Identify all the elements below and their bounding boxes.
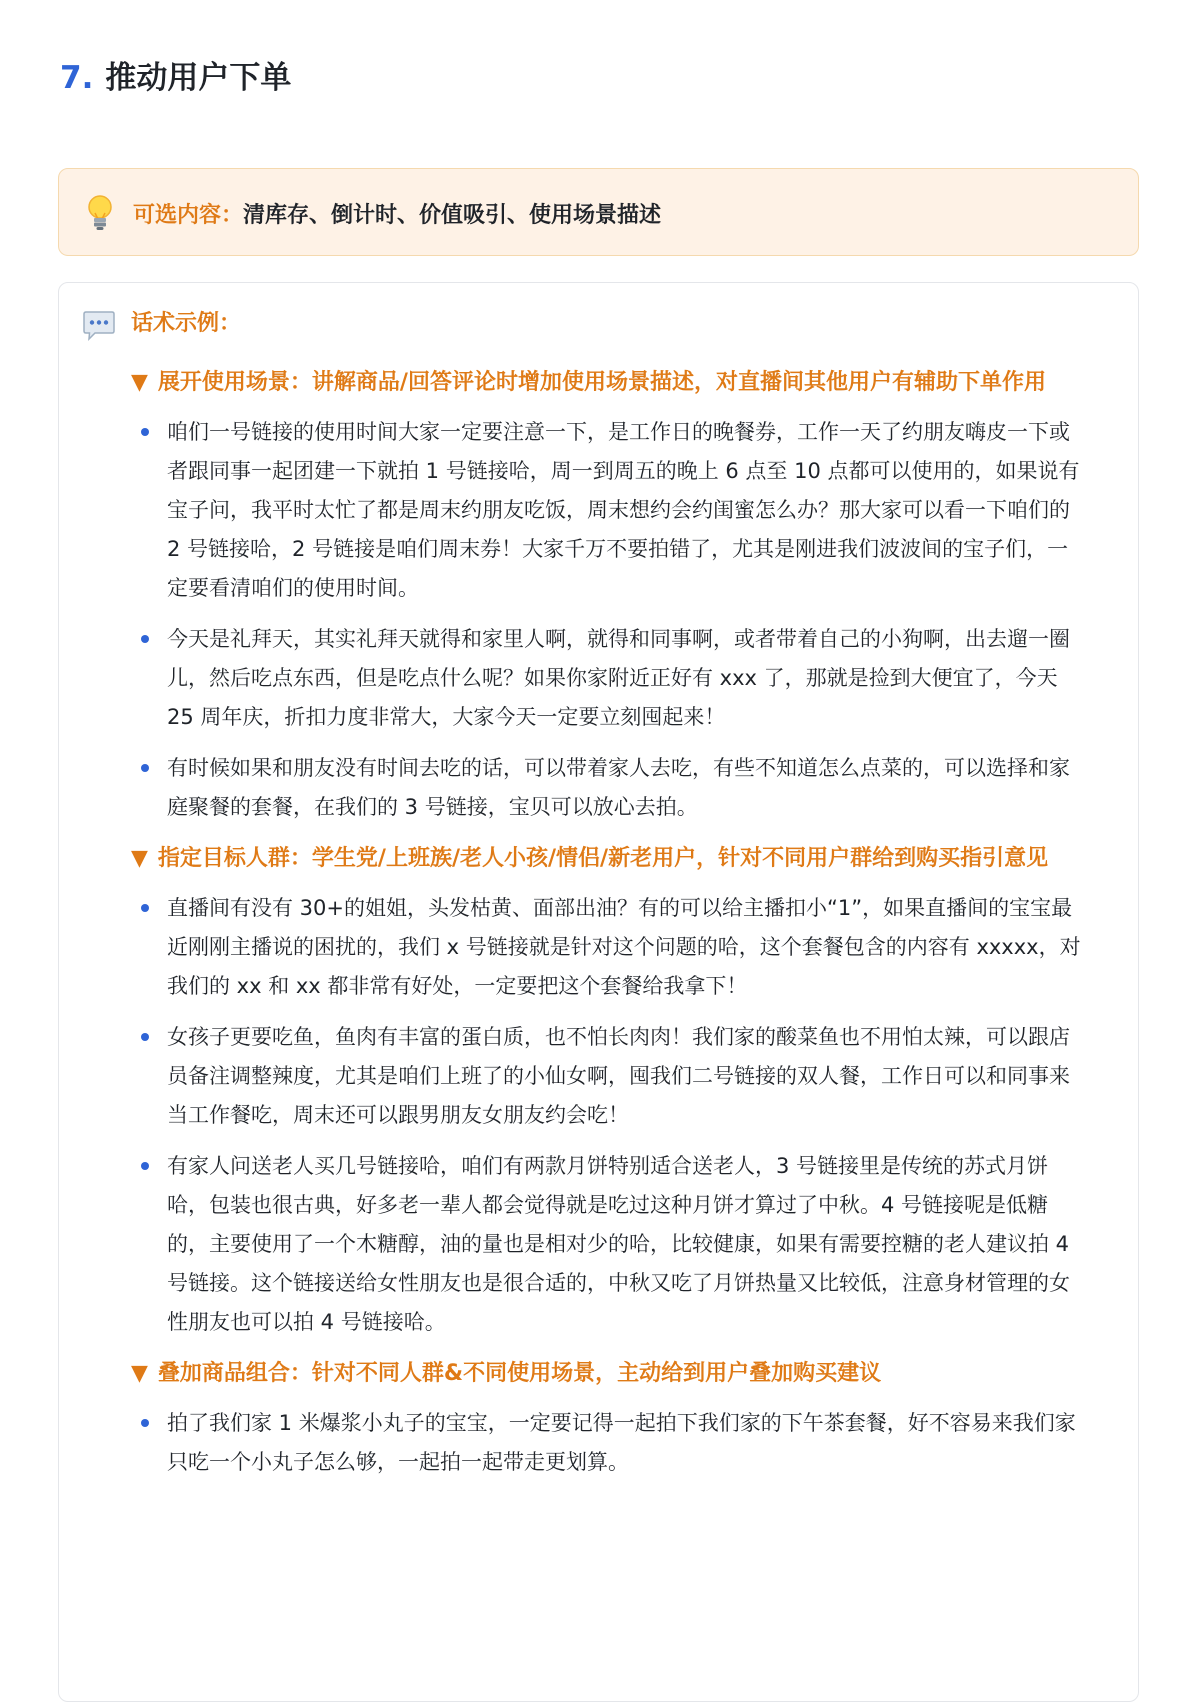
list-item <box>131 620 1081 737</box>
callout-text <box>133 169 661 257</box>
list-item <box>131 1018 1081 1135</box>
callout-label: 可选内容： <box>133 202 244 228</box>
list-item-text: 咱们一号链接的使用时间大家一定要注意一下，是工作日的晚餐券，工作一天了约朋友嗨皮一下或者跟同事一起团建一下就拍 1 号链接哈，周一到周五的晚上 6 点至 10 点都可以使用的，如果说有宝子问，我平时太忙了都是周末约朋友吃饭，周末想约会约闺蜜怎么办？那大家可以看一下咱们的 2 号链接哈，2 号链接是咱们周末券！大家千万不要拍错了，尤其是刚进我们波波间的宝子们，一定要看清咱们的使用时间。 <box>167 420 1080 600</box>
list-item <box>131 413 1081 608</box>
bullet-list <box>131 889 1081 1342</box>
heading-title: 推动用户下单 <box>105 60 292 96</box>
section-title <box>131 363 1081 403</box>
list-item <box>131 749 1081 827</box>
card-title: 话术示例： <box>131 311 242 336</box>
section-title <box>131 1354 1081 1394</box>
section-title <box>131 839 1081 879</box>
heading-number: 7. <box>60 60 94 96</box>
speech-bubble-icon <box>81 310 117 342</box>
callout-body: 清库存、倒计时、价值吸引、使用场景描述 <box>243 202 662 228</box>
bullet-dot-icon <box>141 904 149 912</box>
list-item-text: 有家人问送老人买几号链接哈，咱们有两款月饼特别适合送老人，3 号链接里是传统的苏式月饼哈，包装也很古典，好多老一辈人都会觉得就是吃过这种月饼才算过了中秋。4 号链接呢是低糖的，主要使用了一个木糖醇，油的量也是相对少的哈，比较健康，如果有需要控糖的老人建议拍 4 号链接。这个链接送给女性朋友也是很合适的，中秋又吃了月饼热量又比较低，注意身材管理的女性朋友也可以拍 4 号链接哈。 <box>167 1154 1070 1334</box>
sections-list <box>131 363 1081 1494</box>
collapse-triangle-icon[interactable]: ▼ <box>131 1361 148 1386</box>
list-item-text: 直播间有没有 30+的姐姐，头发枯黄、面部出油？有的可以给主播扣小“1”，如果直播间的宝宝最近刚刚主播说的困扰的，我们 x 号链接就是针对这个问题的哈，这个套餐包含的内容有 xxxxx，对我们的 xx 和 xx 都非常有好处，一定要把这个套餐给我拿下！ <box>167 896 1081 998</box>
section-title-text: 指定目标人群：学生党/上班族/老人小孩/情侣/新老用户，针对不同用户群给到购买指引意见 <box>157 846 1049 871</box>
bullet-dot-icon <box>141 764 149 772</box>
list-item-text: 女孩子更要吃鱼，鱼肉有丰富的蛋白质，也不怕长肉肉！我们家的酸菜鱼也不用怕太辣，可以跟店员备注调整辣度，尤其是咱们上班了的小仙女啊，囤我们二号链接的双人餐，工作日可以和同事来当工作餐吃，周末还可以跟男朋友女朋友约会吃！ <box>167 1025 1070 1127</box>
list-item-text: 有时候如果和朋友没有时间去吃的话，可以带着家人去吃，有些不知道怎么点菜的，可以选择和家庭聚餐的套餐，在我们的 3 号链接，宝贝可以放心去拍。 <box>167 756 1070 819</box>
collapse-triangle-icon[interactable]: ▼ <box>131 370 148 395</box>
list-item <box>131 1404 1081 1482</box>
bullet-dot-icon <box>141 635 149 643</box>
list-item <box>131 1147 1081 1342</box>
lightbulb-icon <box>85 193 115 233</box>
bullet-dot-icon <box>141 1033 149 1041</box>
list-item-text: 今天是礼拜天，其实礼拜天就得和家里人啊，就得和同事啊，或者带着自己的小狗啊，出去遛一圈儿，然后吃点东西，但是吃点什么呢？如果你家附近正好有 xxx 了，那就是捡到大便宜了，今天 25 周年庆，折扣力度非常大，大家今天一定要立刻囤起来！ <box>167 627 1070 729</box>
script-example-card <box>58 282 1139 1702</box>
bullet-list <box>131 413 1081 827</box>
list-item <box>131 889 1081 1006</box>
bullet-dot-icon <box>141 1419 149 1427</box>
bullet-dot-icon <box>141 428 149 436</box>
bullet-list <box>131 1404 1081 1482</box>
list-item-text: 拍了我们家 1 米爆浆小丸子的宝宝，一定要记得一起拍下我们家的下午茶套餐，好不容易来我们家只吃一个小丸子怎么够，一起拍一起带走更划算。 <box>167 1411 1076 1474</box>
collapse-triangle-icon[interactable]: ▼ <box>131 846 148 871</box>
section-title-text: 展开使用场景：讲解商品/回答评论时增加使用场景描述，对直播间其他用户有辅助下单作用 <box>157 370 1046 395</box>
page-heading <box>60 58 291 98</box>
section-title-text: 叠加商品组合：针对不同人群&不同使用场景，主动给到用户叠加购买建议 <box>157 1361 882 1386</box>
bullet-dot-icon <box>141 1162 149 1170</box>
optional-content-callout <box>58 168 1139 256</box>
